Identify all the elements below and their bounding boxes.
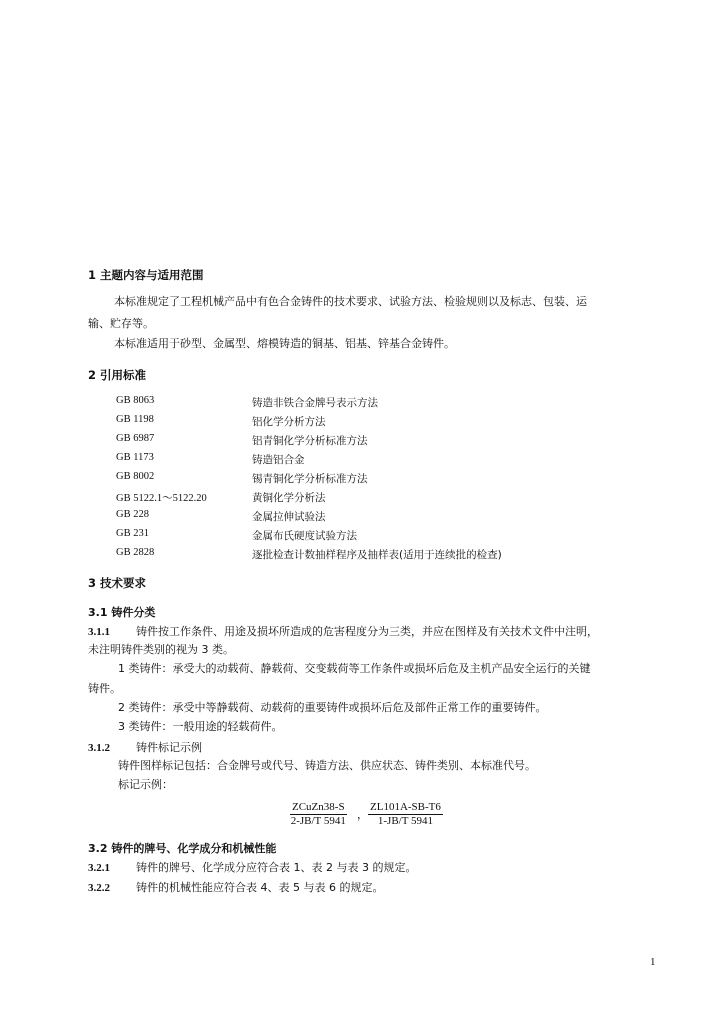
- reference-title: 锡青铜化学分析标准方法: [252, 473, 368, 485]
- marking-example-1-denominator: 2-JB/T 5941: [290, 815, 346, 827]
- section-3-heading: 3 技术要求: [88, 576, 147, 590]
- reference-title: 铸造非铁合金牌号表示方法: [252, 397, 378, 409]
- reference-title: 黄铜化学分析法: [252, 492, 326, 504]
- reference-title: 铝化学分析方法: [252, 416, 326, 428]
- section-3-2-1-text: 铸件的牌号、化学成分应符合表 1、表 2 与表 3 的规定。: [136, 861, 417, 874]
- marking-example-label: 标记示例：: [118, 778, 173, 791]
- class-1-description-cont: 铸件。: [88, 682, 121, 695]
- reference-code: GB 2828: [116, 547, 155, 558]
- reference-code: GB 1173: [116, 452, 154, 463]
- section-3-1-heading: 3.1 铸件分类: [88, 606, 156, 619]
- section-3-1-1-number: 3.1.1: [88, 626, 110, 638]
- section-1-heading: 1 主题内容与适用范围: [88, 268, 204, 282]
- marking-example-2: [368, 801, 443, 828]
- reference-code: GB 1198: [116, 414, 154, 425]
- reference-code: GB 6987: [116, 433, 155, 444]
- marking-description: 铸件图样标记包括：合金牌号或代号、铸造方法、供应状态、铸件类别、本标准代号。: [118, 759, 536, 772]
- reference-code: GB 8063: [116, 395, 155, 406]
- reference-title: 逐批检查计数抽样程序及抽样表(适用于连续批的检查): [252, 549, 502, 561]
- section-3-2-2-number: 3.2.2: [88, 882, 110, 894]
- section-3-1-1-text-cont: 未注明铸件类别的视为 3 类。: [88, 643, 234, 656]
- marking-example-1-numerator: ZCuZn38-S: [292, 801, 345, 813]
- reference-code: GB 5122.1～5122.20: [116, 493, 207, 504]
- section-3-2-1-number: 3.2.1: [88, 862, 110, 874]
- reference-code: GB 8002: [116, 471, 155, 482]
- section-3-1-1-text: 铸件按工作条件、用途及损坏所造成的危害程度分为三类，并应在图样及有关技术文件中注明，: [136, 625, 598, 638]
- reference-title: 铝青铜化学分析标准方法: [252, 435, 368, 447]
- section-3-1-2-title: 铸件标记示例: [136, 741, 202, 754]
- section-2-heading: 2 引用标准: [88, 368, 147, 382]
- reference-code: GB 231: [116, 528, 149, 539]
- reference-title: 金属拉伸试验法: [252, 511, 326, 523]
- marking-example-2-numerator: ZL101A-SB-T6: [370, 801, 441, 813]
- class-3-description: 3 类铸件：一般用途的轻载荷件。: [118, 720, 283, 733]
- marking-example-1: [290, 801, 347, 828]
- class-2-description: 2 类铸件：承受中等静载荷、动载荷的重要铸件或损坏后危及部件正常工作的重要铸件。: [118, 701, 547, 714]
- reference-code: GB 228: [116, 509, 149, 520]
- section-3-2-2-text: 铸件的机械性能应符合表 4、表 5 与表 6 的规定。: [136, 881, 384, 894]
- page-number: 1: [650, 956, 656, 968]
- section-3-2-heading: 3.2 铸件的牌号、化学成分和机械性能: [88, 842, 277, 855]
- reference-title: 铸造铝合金: [252, 454, 305, 466]
- section-1-paragraph-1a: 本标准规定了工程机械产品中有色合金铸件的技术要求、试验方法、检验规则以及标志、包装、运: [114, 295, 587, 308]
- reference-title: 金属布氏硬度试验方法: [252, 530, 357, 542]
- marking-example-2-denominator: 1-JB/T 5941: [377, 815, 433, 827]
- section-1-paragraph-1b: 输、贮存等。: [88, 317, 154, 330]
- class-1-description: 1 类铸件：承受大的动载荷、静载荷、交变载荷等工作条件或损坏后危及主机产品安全运行的关键: [118, 662, 591, 675]
- section-1-paragraph-2: 本标准适用于砂型、金属型、熔模铸造的铜基、铝基、锌基合金铸件。: [114, 337, 455, 350]
- section-3-1-2-number: 3.1.2: [88, 742, 110, 754]
- marking-example-separator: ，: [357, 809, 368, 821]
